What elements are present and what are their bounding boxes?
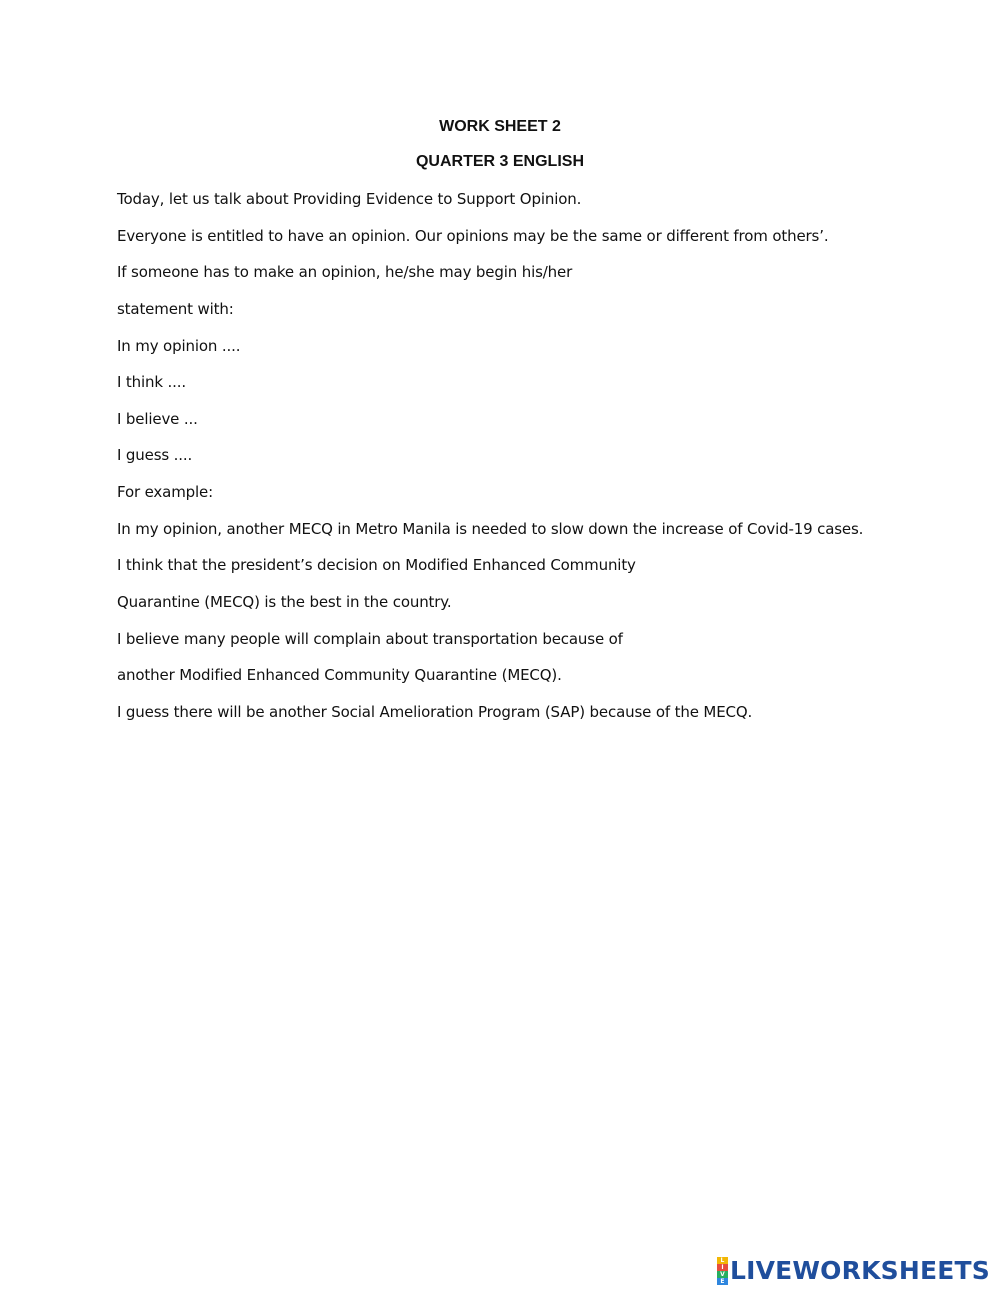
logo-text: LIVEWORKSHEETS [729,1256,990,1285]
logo-mark-icon [717,1257,728,1285]
body-line: another Modified Enhanced Community Quarantine (MECQ). [117,666,562,685]
body-line: Everyone is entitled to have an opinion. Our opinions may be the same or different from others’. [117,226,829,245]
body-line: In my opinion, another MECQ in Metro Manila is needed to slow down the increase of Covid-19 cases. [117,519,864,538]
body-line: Quarantine (MECQ) is the best in the country. [117,593,452,612]
body-line: If someone has to make an opinion, he/she may begin his/her [117,263,573,282]
body-line: I think .... [117,373,186,392]
logo-mark-letter: L [717,1257,728,1264]
body-line: For example: [117,483,214,502]
body-line: I think that the president’s decision on Modified Enhanced Community [117,556,636,575]
liveworksheets-logo [717,1254,990,1288]
body-line: I believe many people will complain about transportation because of [117,629,623,648]
worksheet-subtitle: QUARTER 3 ENGLISH [415,153,584,170]
worksheet-body [117,188,977,738]
body-line: I believe ... [117,409,198,428]
logo-mark-letter: I [717,1264,728,1271]
body-line: Today, let us talk about Providing Evidence to Support Opinion. [117,190,582,208]
logo-mark-letter: V [717,1271,728,1278]
logo-mark-letter: E [717,1278,728,1285]
body-line: In my opinion .... [117,336,241,355]
worksheet-title: WORK SHEET 2 [439,118,561,135]
body-line: statement with: [117,299,234,318]
body-line: I guess there will be another Social Amelioration Program (SAP) because of the MECQ. [117,702,753,721]
body-line: I guess .... [117,446,193,465]
